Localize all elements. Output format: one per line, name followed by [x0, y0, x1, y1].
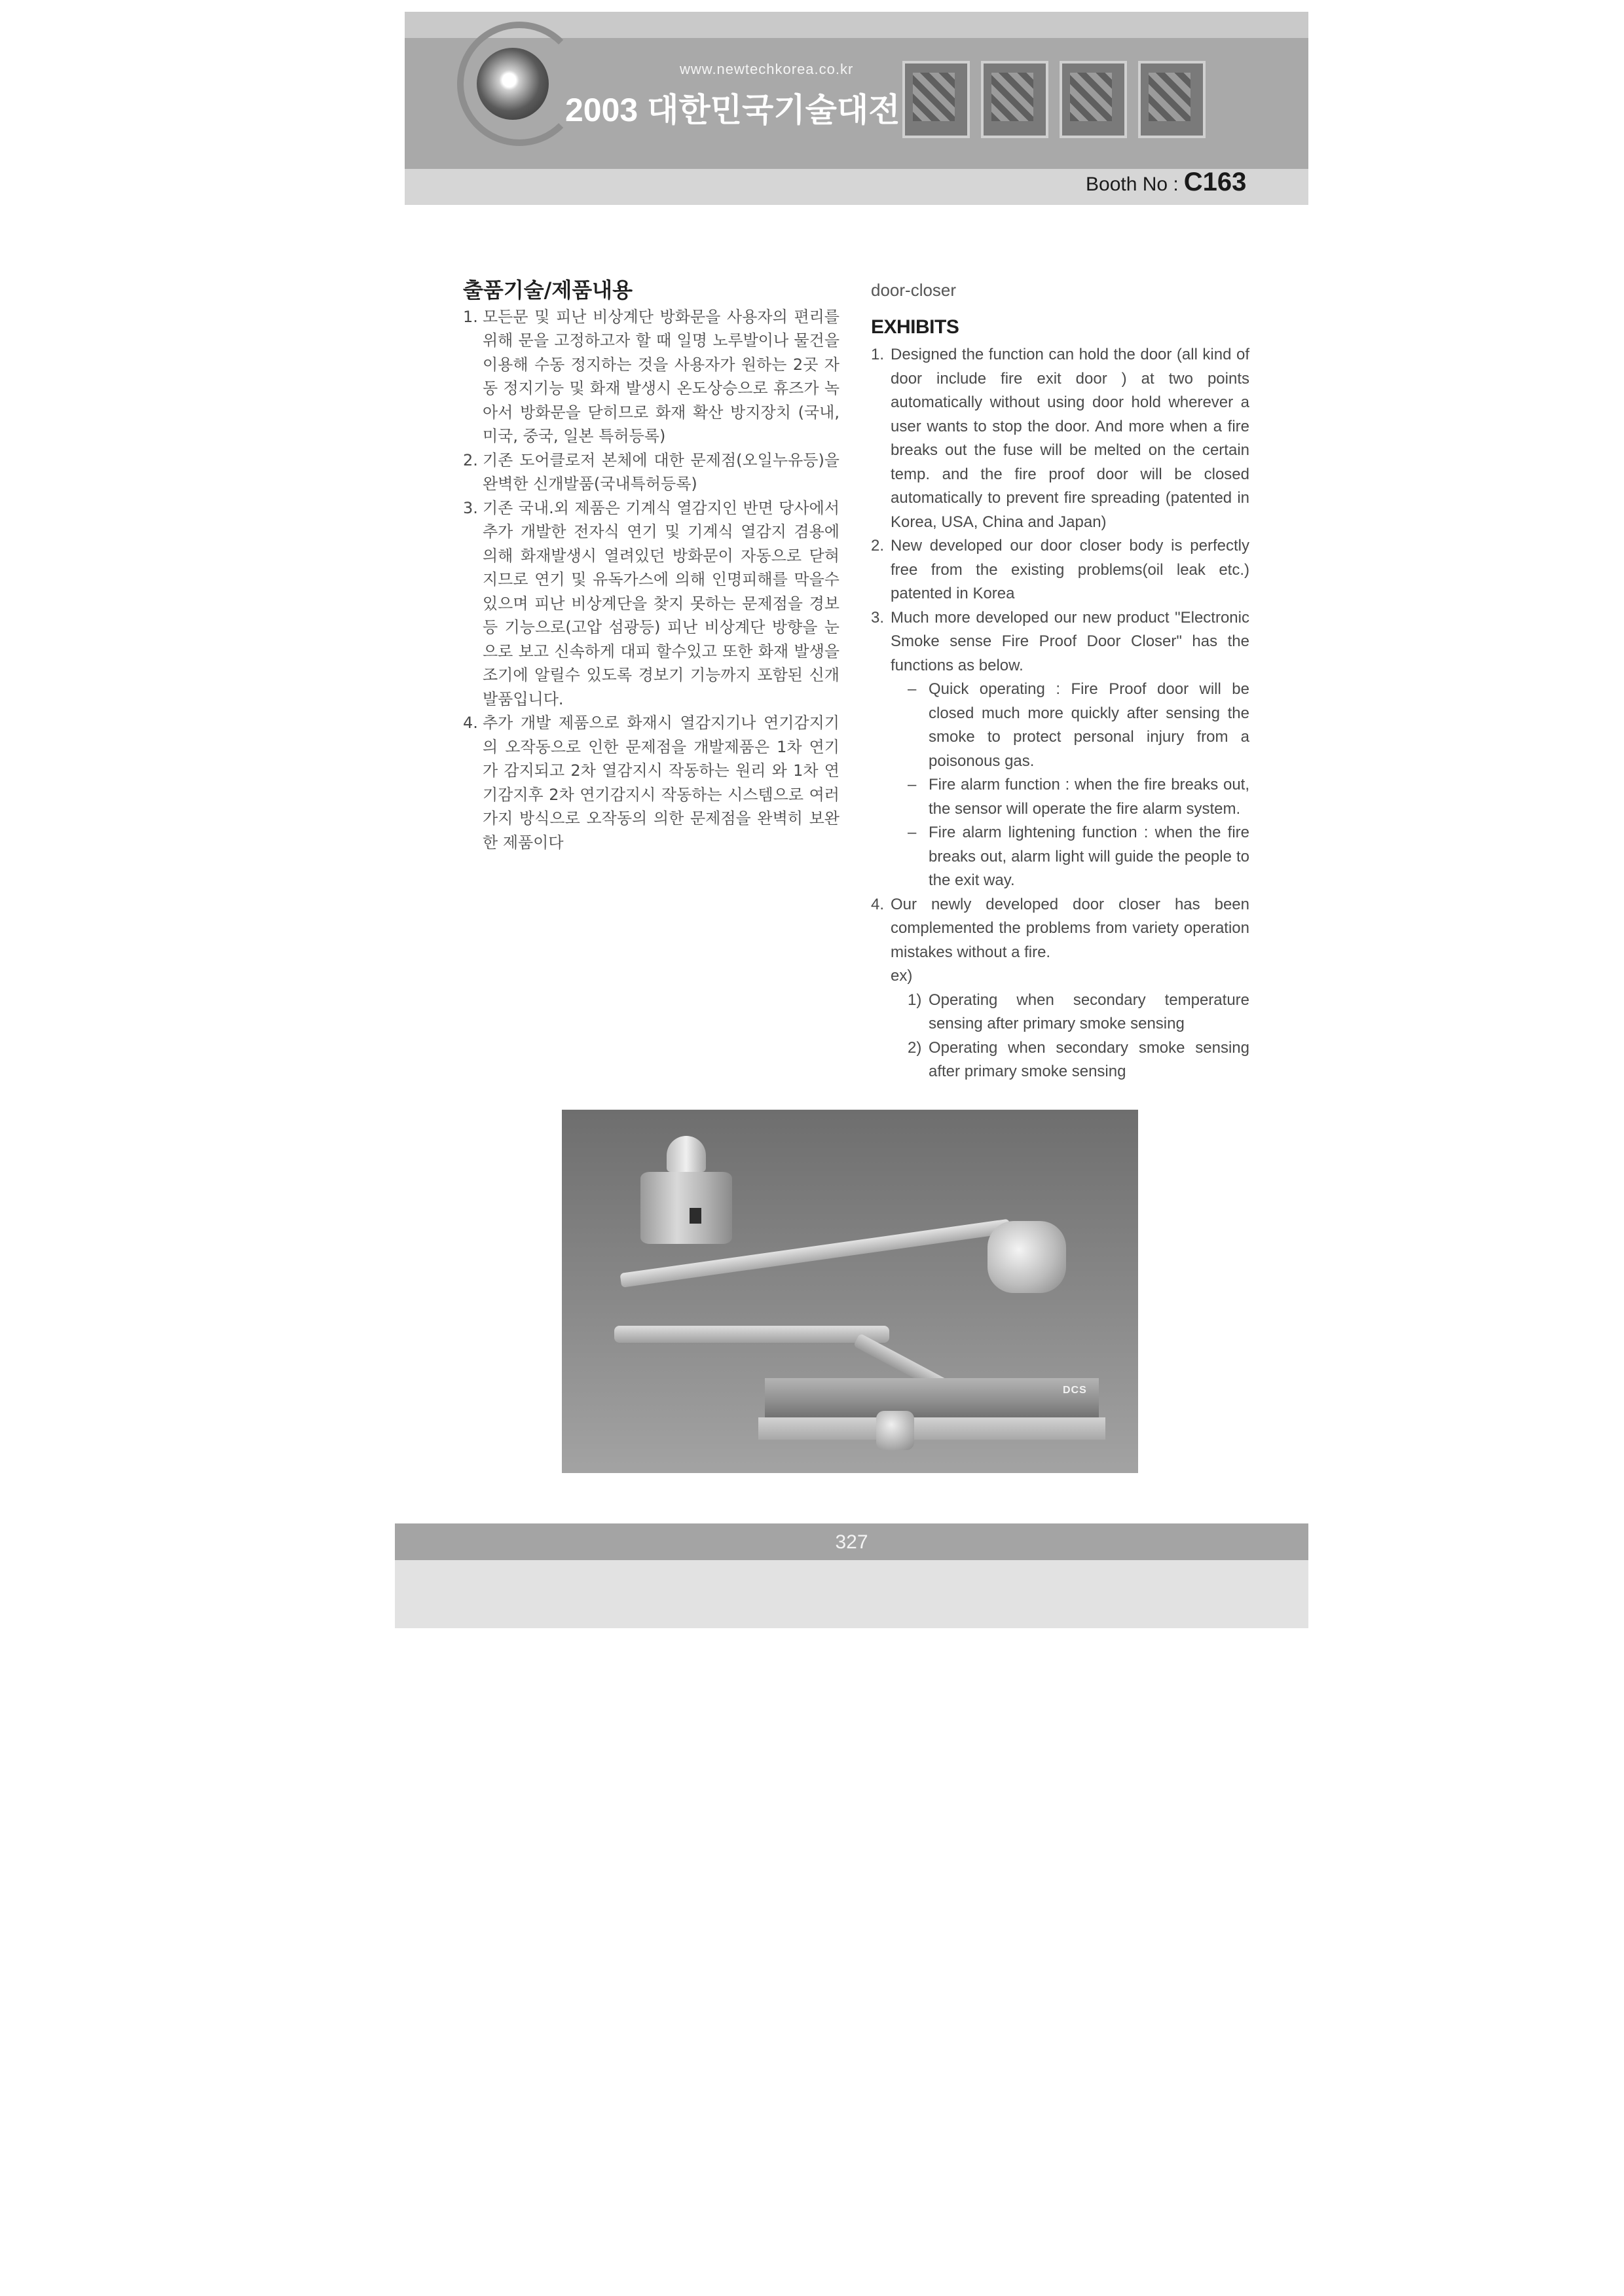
item-text: 모든문 및 피난 비상계단 방화문을 사용자의 편리를 위해 문을 고정하고자 할 때 일명 노루발이나 물건을 이용해 수동 정지하는 것을 사용자가 원하는 2곳 자동 정지기능 및 화재 발생시 온도상승으로 휴즈가 녹아서 방화문을 닫히므로 화재 확산 방지장치 (국내, 미국, 중국, 일본 특허등록): [483, 307, 840, 445]
example-list: [891, 989, 1249, 1084]
item-number: 3.: [463, 498, 478, 517]
item-number: 1.: [871, 346, 885, 363]
list-item: [871, 606, 1249, 893]
korean-heading: 출품기술/제품내용: [463, 278, 633, 302]
photo-thumbnail: [981, 61, 1048, 138]
list-item: [463, 305, 840, 448]
feature-list: [891, 678, 1249, 893]
exhibits-list: [871, 343, 1249, 1084]
hold-head-unit: [987, 1221, 1066, 1293]
example-number: 2): [908, 1038, 922, 1057]
photo-thumbnail: [1060, 61, 1127, 138]
item-text: Our newly developed door closer has been complemented the problems from variety operation mistakes without a fire.: [891, 895, 1249, 961]
english-exhibits-column: [871, 278, 1249, 1084]
item-number: 4.: [871, 895, 885, 913]
example-label: ex): [891, 967, 913, 985]
footer: [395, 1523, 1308, 1628]
header-banner: [405, 12, 1308, 205]
list-item: [871, 534, 1249, 606]
booth-number: [1086, 168, 1246, 197]
item-text: 기존 도어클로저 본체에 대한 문제점(오일누유등)을 완벽한 신개발품(국내특허등록): [483, 450, 840, 493]
list-item: [463, 496, 840, 712]
exhibits-heading: EXHIBITS: [871, 316, 959, 338]
example-text: Operating when secondary smoke sensing after primary smoke sensing: [929, 1038, 1249, 1080]
product-name: door-closer: [871, 280, 957, 300]
page-number: 327: [835, 1531, 868, 1553]
closer-arm-short: [614, 1326, 889, 1343]
photo-thumbnail: [902, 61, 970, 138]
example-item: [891, 989, 1249, 1036]
item-text: 기존 국내.외 제품은 기계식 열감지인 반면 당사에서 추가 개발한 전자식 연기 및 기계식 열감지 겸용에 의해 화재발생시 열려있던 방화문이 자동으로 닫혀지므로 연기 및 유독가스에 의해 인명피해를 막을수 있으며 피난 비상계단을 찾지 못하는 문제점을 경보등 기능으로(고압 섬광등) 피난 비상계단 방향을 눈으로 보고 신속하게 대피 할수있고 또한 화재 발생을 조기에 알릴수 있도록 경보기 기능까지 포함된 신개발품입니다.: [483, 498, 840, 708]
list-item: [871, 893, 1249, 1084]
list-item: [463, 448, 840, 496]
example-item: [891, 1036, 1249, 1084]
item-number: 3.: [871, 608, 885, 627]
event-title: 2003 대한민국기술대전: [565, 92, 900, 128]
item-number: 2.: [871, 537, 885, 555]
item-text: 추가 개발 제품으로 화재시 열감지기나 연기감지기의 오작동으로 인한 문제점을 개발제품은 1차 연기가 감지되고 2차 열감지시 작동하는 원리 와 1차 연기감지후 2차 연기감지시 작동하는 시스템으로 여러가지 방식으로 오작동의 의한 문제점을 완벽히 보완한 제품이다: [483, 714, 840, 852]
korean-item-list: [463, 305, 840, 855]
feature-text: Quick operating : Fire Proof door will be closed much more quickly after sensing the smoke to protect personal injury from a poisonous gas.: [929, 680, 1249, 770]
booth-code: C163: [1183, 168, 1247, 196]
feature-dash: –: [908, 824, 917, 841]
feature-item: [891, 821, 1249, 893]
feature-dash: –: [908, 776, 917, 793]
korean-description-column: [463, 278, 840, 854]
door-closer-body: [765, 1378, 1099, 1419]
door-closer-base-plate: [758, 1417, 1105, 1440]
example-text: Operating when secondary temperature sensing after primary smoke sensing: [929, 991, 1249, 1032]
door-closer-knob: [876, 1411, 914, 1450]
smoke-sensor-cap: [667, 1136, 706, 1172]
list-item: [871, 343, 1249, 534]
feature-text: Fire alarm lightening function : when the fire breaks out, alarm light will guide the people to the exit way.: [929, 824, 1249, 889]
product-photo: [562, 1110, 1138, 1473]
globe-logo-icon: [477, 48, 549, 120]
item-text: Designed the function can hold the door (all kind of door include fire exit door ) at two points automatically without using door hold wherever a user wants to stop the door. And more when a fire breaks out the fuse will be melted on the certain temp. and the fire proof door will be closed automatically to prevent fire spreading (patented in Korea, USA, China and Japan): [891, 346, 1249, 531]
website-url: www.newtechkorea.co.kr: [680, 61, 854, 77]
item-number: 1.: [463, 307, 478, 326]
item-number: 4.: [463, 714, 478, 732]
item-text: New developed our door closer body is perfectly free from the existing problems(oil leak etc.) patented in Korea: [891, 537, 1249, 602]
item-number: 2.: [463, 450, 478, 469]
feature-item: [891, 678, 1249, 773]
photo-thumbnail: [1138, 61, 1206, 138]
brand-mark: DCS: [1063, 1385, 1087, 1396]
smoke-sensor-body: [640, 1172, 732, 1244]
item-text: Much more developed our new product "Electronic Smoke sense Fire Proof Door Closer" has the functions as below.: [891, 608, 1249, 674]
list-item: [463, 711, 840, 854]
feature-dash: –: [908, 680, 917, 698]
feature-item: [891, 773, 1249, 821]
feature-text: Fire alarm function : when the fire breaks out, the sensor will operate the fire alarm system.: [929, 776, 1249, 818]
sensor-switch: [690, 1208, 701, 1224]
booth-label: Booth No :: [1086, 173, 1179, 195]
example-number: 1): [908, 991, 922, 1009]
